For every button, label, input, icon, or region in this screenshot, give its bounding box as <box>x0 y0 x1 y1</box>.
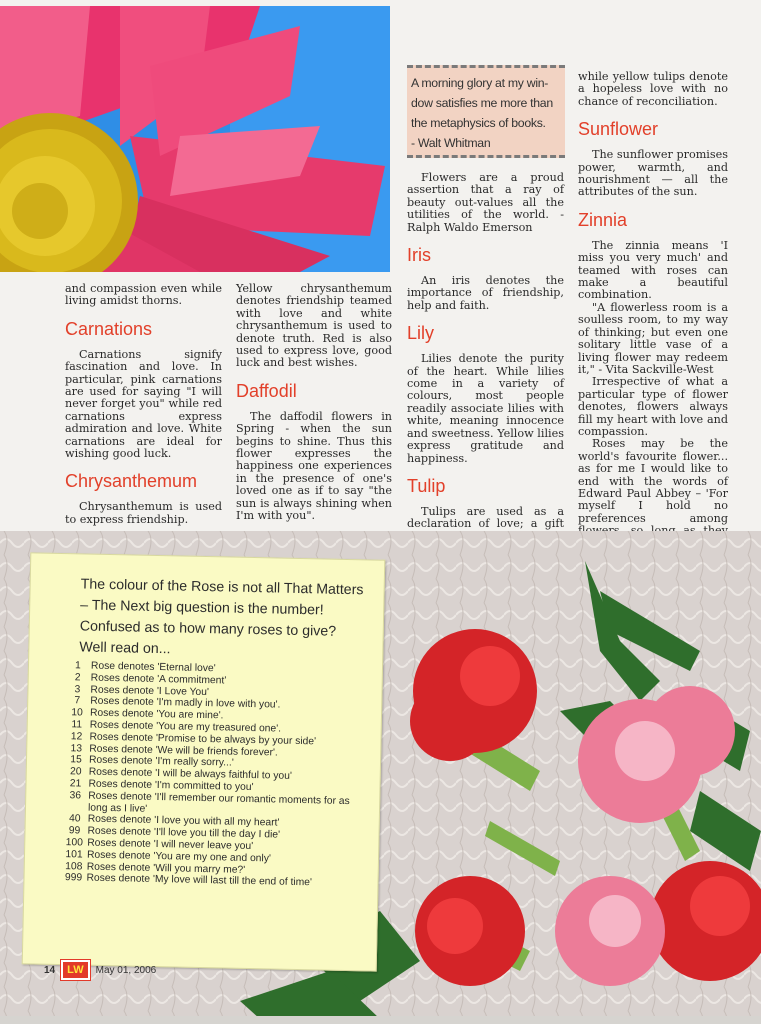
rose-meaning: Roses denote 'You are my treasured one'. <box>89 719 282 735</box>
zinnia-text-3: Irrespective of what a particular type of flower denotes, flowers always fill my heart with love and compassion. <box>578 375 728 438</box>
rose-meaning: Roses denote 'We will be friends forever'. <box>89 743 278 759</box>
pink-flower-photo <box>0 6 390 272</box>
rose-count: 100 <box>65 837 83 849</box>
rose-meaning: Rose denotes 'Eternal love' <box>90 660 216 675</box>
rose-count: 40 <box>68 813 81 825</box>
rose-count: 20 <box>69 766 82 778</box>
rose-number-list <box>64 660 364 890</box>
bottom-edge <box>0 1016 761 1024</box>
rose-meaning: Roses denote 'A commitment' <box>90 672 227 687</box>
heading-carnations: Carnations <box>65 318 153 339</box>
rose-meaning: Roses denote 'I'll remember our romantic moments for as long as I live' <box>87 790 350 815</box>
rose-card-intro: The colour of the Rose is not all That Matters – The Next big question is the number! Confused as to how many roses to give? Well read on... <box>79 576 364 658</box>
rose-meaning: Roses denote 'I'm madly in love with you'. <box>90 696 281 711</box>
column-1 <box>65 283 222 526</box>
rose-count: 36 <box>69 789 82 802</box>
column-2 <box>236 283 392 523</box>
rose-meaning: Roses denote 'You are my one and only' <box>86 849 271 865</box>
rose-count: 11 <box>71 719 83 731</box>
issue-date: May 01, 2006 <box>95 964 157 976</box>
rose-count: 999 <box>64 872 83 884</box>
page-footer <box>44 960 156 980</box>
col4-paragraph: while yellow tulips denote a hopeless love with no chance of reconciliation. <box>578 70 728 108</box>
rose-count: 101 <box>65 848 83 861</box>
chrysanthemum-text: Chrysanthemum is used to express friendship. <box>65 500 222 526</box>
rose-meaning: Roses denote 'I'm really sorry...' <box>88 754 234 770</box>
tulip-text: Tulips are used as a declaration of love; a gift <box>407 504 564 531</box>
quote-line-3: the metaphysics of books. <box>411 116 546 130</box>
zinnia-text-1: The zinnia means 'I miss you very much' and teamed with roses can make a beautiful combination. <box>578 238 728 302</box>
quote-attribution: - Walt Whitman <box>411 136 491 150</box>
pink-flower-illustration <box>0 6 390 272</box>
rose-meaning: Roses denote 'My love will last till the end of time' <box>86 872 313 889</box>
rose-count: 3 <box>74 683 81 695</box>
lw-logo: LW <box>61 960 90 980</box>
column-3 <box>407 172 564 568</box>
carnations-text: Carnations signify fascination and love. In particular, pink carnations are used for saying "I will never forget you" while red carnations express admiration and love. White carnations are ideal for wishing good luck. <box>65 347 222 461</box>
rose-count: 10 <box>71 707 83 719</box>
iris-text: An iris denotes the importance of friendship, help and faith. <box>407 274 564 312</box>
rose-meaning: Roses denote 'I love you with all my heart' <box>87 813 280 829</box>
rose-count: 108 <box>65 860 83 873</box>
rose-count: 21 <box>69 778 82 790</box>
rose-count: 13 <box>70 742 83 755</box>
zinnia-text-4: Roses may be the world's favourite flower... as for me I would like to end with the words of Edward Paul Abbey – 'For myself I hold no preferences among <box>578 437 728 525</box>
rose-meaning: Roses denote 'I Love You' <box>90 684 210 698</box>
daffodil-text: The daffodil flowers in Spring - when the sun begins to shine. Thus this flower expresses the happiness one experiences in the presence of one's loved one as if to say "the sun is always shining when I'm with you". <box>236 409 392 523</box>
heading-chrysanthemum: Chrysanthemum <box>65 471 198 492</box>
heading-iris: Iris <box>407 245 431 266</box>
heading-daffodil: Daffodil <box>236 380 297 401</box>
heading-sunflower: Sunflower <box>578 119 659 140</box>
rose-count: 12 <box>70 730 83 743</box>
lily-text: Lilies denote the purity of the heart. While lilies come in a variety of colours, most people readily associate lilies with white, meaning innocence and sweetness. Yellow lilies express gratitude and happiness. <box>407 352 564 465</box>
page-number: 14 <box>44 964 56 976</box>
rose-meaning: Roses denote 'I'll love you till the day I die' <box>87 825 281 841</box>
rose-meaning: Roses denote 'I'm committed to you' <box>88 778 254 794</box>
column-4 <box>578 71 728 562</box>
rose-count: 99 <box>68 825 81 837</box>
col2-paragraph: Yellow chrysanthemum denotes friendship teamed with love and white chrysanthemum is used to denote truth. Red is also used to express love, good luck and best wishes. <box>236 282 392 370</box>
heading-lily: Lily <box>407 323 435 344</box>
rose-meaning: Roses denote 'I will never leave you' <box>87 837 254 853</box>
rose-meaning: Roses denote 'I will be always faithful to you' <box>88 766 292 783</box>
zinnia-text-2: "A flowerless room is a soulless room, to my way of thinking; but even one solitary little vase of a living flower may redeem it," - Vita Sackville-West <box>578 300 728 376</box>
quote-box <box>407 65 565 158</box>
rose-number-card <box>22 552 386 971</box>
sunflower-text: The sunflower promises power, warmth, and nourishment — all the attributes of the sun. <box>578 148 728 199</box>
rose-count: 2 <box>74 672 81 684</box>
quote-line-2: dow satisfies me more than <box>411 96 553 110</box>
quote-line-1: A morning glory at my win- <box>411 76 549 90</box>
heading-tulip: Tulip <box>407 475 446 496</box>
rose-count: 15 <box>70 754 82 766</box>
rose-meaning: Roses denote 'You are mine'. <box>89 707 224 722</box>
rose-meaning: Roses denote 'Promise to be always by your side' <box>89 731 317 748</box>
col1-paragraph: and compassion even while living amidst thorns. <box>65 282 222 308</box>
rose-meaning: Roses denote 'Will you marry me?' <box>86 861 246 876</box>
rose-count: 1 <box>74 660 81 672</box>
rose-count: 7 <box>74 695 81 707</box>
emerson-quote: Flowers are a proud assertion that a ray of beauty out-values all the utilities of the world. - Ralph Waldo Emerson <box>407 171 564 234</box>
heading-zinnia: Zinnia <box>578 209 628 230</box>
